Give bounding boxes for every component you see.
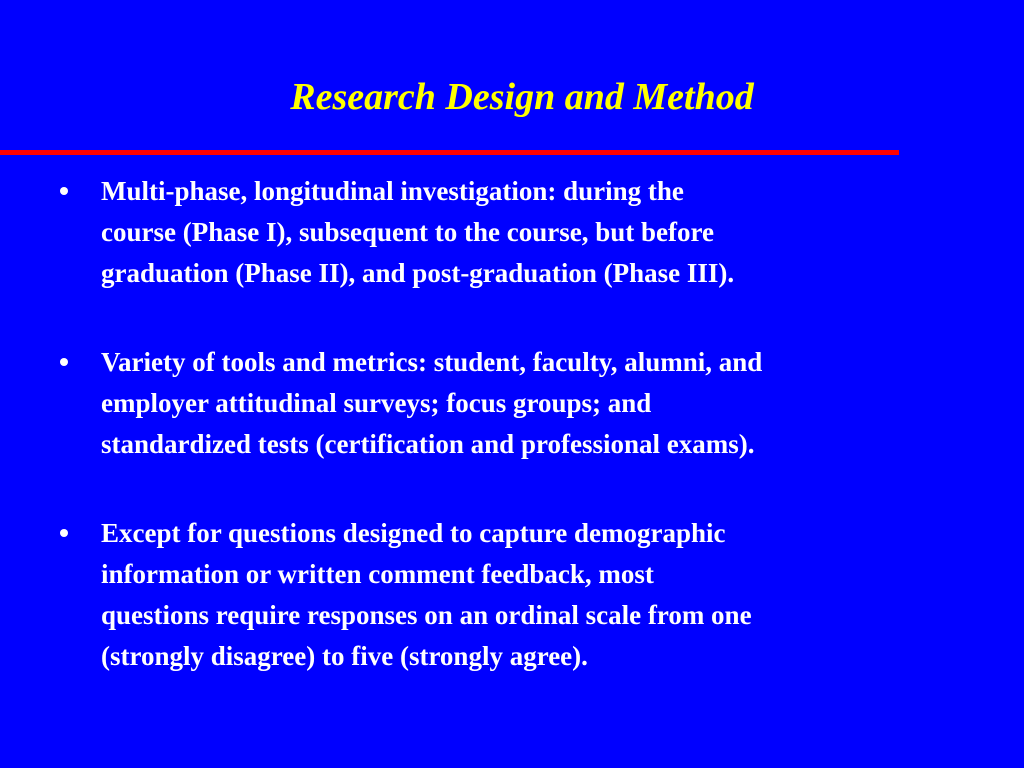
bullet-line: Except for questions designed to capture demographic xyxy=(101,518,726,548)
bullet-item xyxy=(60,342,960,465)
title-divider-rule xyxy=(0,150,899,155)
bullet-line: graduation (Phase II), and post-graduation (Phase III). xyxy=(101,258,735,288)
bullet-line: information or written comment feedback, most xyxy=(101,559,654,589)
slide-title: Research Design and Method xyxy=(290,76,754,118)
bullet-dot-icon xyxy=(60,358,68,366)
bullet-line: course (Phase I), subsequent to the course, but before xyxy=(101,217,714,247)
bullet-dot-icon xyxy=(60,187,68,195)
bullet-line: (strongly disagree) to five (strongly agree). xyxy=(101,641,588,671)
bullet-line: Multi-phase, longitudinal investigation: during the xyxy=(101,176,684,206)
bullet-line: questions require responses on an ordinal scale from one xyxy=(101,600,752,630)
bullet-line: Variety of tools and metrics: student, faculty, alumni, and xyxy=(101,347,763,377)
bullet-item xyxy=(60,171,960,294)
bullet-list xyxy=(60,171,960,725)
bullet-item xyxy=(60,513,960,677)
bullet-line: employer attitudinal surveys; focus groups; and xyxy=(101,388,652,418)
bullet-dot-icon xyxy=(60,529,68,537)
bullet-line: standardized tests (certification and professional exams). xyxy=(101,429,755,459)
